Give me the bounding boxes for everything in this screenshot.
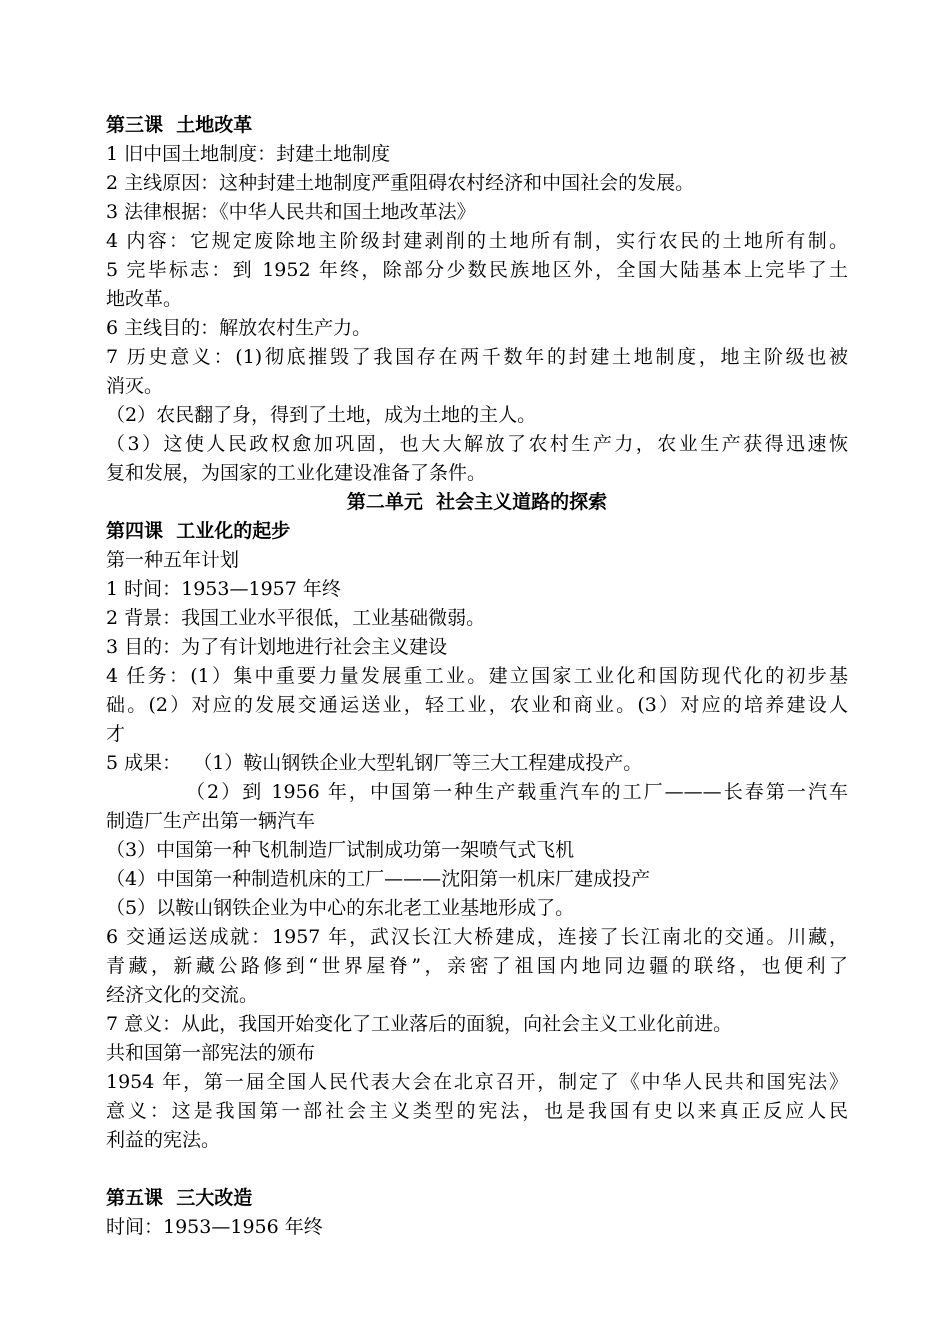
lesson-4-line-2: 1 时间：1953—1957 年终 xyxy=(106,578,341,600)
lesson-3-line-7: 6 主线目的：解放农村生产力。 xyxy=(106,317,372,339)
lesson-3-line-1: 1 旧中国土地制度：封建土地制度 xyxy=(106,143,391,165)
lesson-4-line-8: 5 成果： （1）鞍山钢铁企业大型轧钢厂等三大工程建成投产。 xyxy=(106,752,643,774)
lesson-4-line-20: 意义：这是我国第一部社会主义类型的宪法，也是我国有史以来真正反应人民 xyxy=(106,1100,848,1122)
blank-spacer xyxy=(106,1155,848,1184)
lesson-4-line-7: 才 xyxy=(106,723,126,745)
lesson-3-line-12: 复和发展，为国家的工业化建设准备了条件。 xyxy=(106,462,487,484)
unit-2-title: 第二单元 社会主义道路的探索 xyxy=(346,491,608,513)
lesson-4-line-5: 4 任务：(1）集中重要力量发展重工业。建立国家工业化和国防现代化的初步基 xyxy=(106,665,848,687)
lesson-4-line-21: 利益的宪法。 xyxy=(106,1129,221,1151)
lesson-3-line-2: 2 主线原因：这种封建土地制度严重阻碍农村经济和中国社会的发展。 xyxy=(106,172,695,194)
document-page xyxy=(106,111,848,1242)
lesson-3-line-9: 消灭。 xyxy=(106,375,164,397)
lesson-4-line-11: （3）中国第一种飞机制造厂试制成功第一架喷气式飞机 xyxy=(106,839,575,861)
lesson-4-line-17: 7 意义：从此，我国开始变化了工业落后的面貌，向社会主义工业化前进。 xyxy=(106,1013,733,1035)
lesson-4-line-9: （2）到 1956 年，中国第一种生产载重汽车的工厂———长春第一汽车 xyxy=(186,781,848,803)
lesson-4-line-10: 制造厂生产出第一辆汽车 xyxy=(106,810,316,832)
lesson-4-line-13: （5）以鞍山钢铁企业为中心的东北老工业基地形成了。 xyxy=(106,897,575,919)
lesson-4-line-12: （4）中国第一种制造机床的工厂———沈阳第一机床厂建成投产 xyxy=(106,868,651,890)
lesson-4-line-6: 础。(2）对应的发展交通运送业，轻工业，农业和商业。(3）对应的培养建设人 xyxy=(106,694,848,716)
lesson-4-line-1: 第一种五年计划 xyxy=(106,549,240,571)
lesson-3-line-8: 7 历史意义：(1)彻底摧毁了我国存在两千数年的封建土地制度，地主阶级也被 xyxy=(106,346,848,368)
lesson-3-title: 第三课 土地改革 xyxy=(106,114,253,136)
lesson-3-line-11: （3）这使人民政权愈加巩固，也大大解放了农村生产力，农业生产获得迅速恢 xyxy=(106,433,848,455)
lesson-4-line-16: 经济文化的交流。 xyxy=(106,984,259,1006)
lesson-4-line-18: 共和国第一部宪法的颁布 xyxy=(106,1042,316,1064)
lesson-4-line-3: 2 背景：我国工业水平很低，工业基础微弱。 xyxy=(106,607,486,629)
lesson-3-line-5: 5 完毕标志：到 1952 年终，除部分少数民族地区外，全国大陆基本上完毕了土 xyxy=(106,259,848,281)
lesson-4-line-14: 6 交通运送成就：1957 年，武汉长江大桥建成，连接了长江南北的交通。川藏， xyxy=(106,926,848,948)
lesson-5-line-1: 时间：1953—1956 年终 xyxy=(106,1216,323,1238)
lesson-4-line-4: 3 目的：为了有计划地进行社会主义建设 xyxy=(106,636,448,658)
lesson-4-title: 第四课 工业化的起步 xyxy=(106,520,291,542)
lesson-3-line-6: 地改革。 xyxy=(106,288,183,310)
lesson-3-line-4: 4 内容：它规定废除地主阶级封建剥削的土地所有制，实行农民的土地所有制。 xyxy=(106,230,848,252)
lesson-3-line-3: 3 法律根据：《中华人民共和国土地改革法》 xyxy=(106,201,476,223)
lesson-4-line-15: 青藏，新藏公路修到“世界屋脊”，亲密了祖国内地同边疆的联络，也便利了 xyxy=(106,955,848,977)
lesson-5-title: 第五课 三大改造 xyxy=(106,1187,253,1209)
lesson-3-line-10: （2）农民翻了身，得到了土地，成为土地的主人。 xyxy=(106,404,537,426)
lesson-4-line-19: 1954 年，第一届全国人民代表大会在北京召开，制定了《中华人民共和国宪法》 xyxy=(106,1071,848,1093)
